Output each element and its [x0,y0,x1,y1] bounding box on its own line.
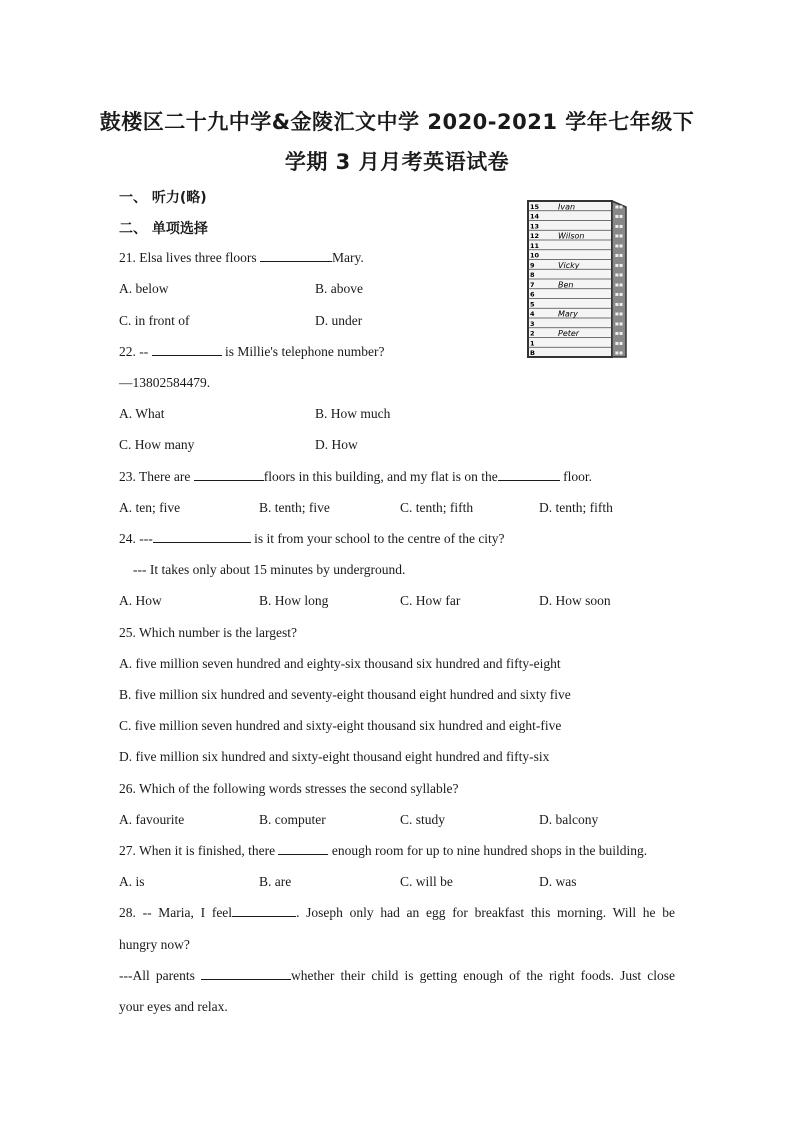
exam-title-line-1: 鼓楼区二十九中学&金陵汇文中学 2020-2021 学年七年级下 [99,110,695,134]
window-mark: ▪▪ [614,271,624,279]
q21-option-d: D. under [315,313,363,328]
resident-name-label: Ben [558,280,574,290]
floor-number-label: 14 [530,212,540,221]
q21-text-before: 21. Elsa lives three floors [119,250,260,265]
q28-reply-before: ---All parents [119,968,201,983]
window-mark: ▪▪ [614,252,624,259]
q21-option-c: C. in front of [119,313,190,328]
question-25: 25. Which number is the largest? [119,625,297,640]
q28-text-before: 28. -- Maria, I feel [119,905,233,920]
exam-title-line-2: 学期 3 月月考英语试卷 [284,150,510,174]
q23-text-after: floor. [559,469,592,484]
q24-answer: --- It takes only about 15 minutes by underground. [133,562,406,577]
q25-option-d: D. five million six hundred and sixty-eight thousand eight hundred and fifty-six [119,749,550,764]
question-26: 26. Which of the following words stresses the second syllable? [119,781,459,796]
q23-option-d: D. tenth; fifth [539,500,613,515]
window-mark: ▪▪ [614,300,624,308]
window-mark: ▪▪ [614,222,624,230]
section-multiple-choice: 二、 单项选择 [119,221,208,237]
q23-blank-2 [498,469,560,481]
floor-number-label: 9 [530,261,535,270]
q24-option-c: C. How far [400,593,461,608]
q26-option-c: C. study [400,812,446,827]
q22-text-after: is Millie's telephone number? [221,344,385,359]
floor-number-label: 8 [530,271,535,279]
q27-option-d: D. was [539,874,577,889]
floor-number-label: 3 [530,319,535,328]
window-mark: ▪▪ [614,203,624,211]
floor-number-label: 12 [530,232,540,240]
q28-text-after: . Joseph only had an egg for breakfast this morning. Will he be [296,905,676,920]
floor-number-label: 6 [530,290,535,299]
question-24 [119,531,505,547]
window-mark: ▪▪ [614,291,624,298]
q25-option-b: B. five million six hundred and seventy-eight thousand eight hundred and sixty five [119,687,571,702]
q24-option-b: B. How long [259,593,329,608]
window-mark: ▪▪ [614,349,624,357]
floor-number-label: 15 [530,202,540,211]
q22-answer: —13802584479. [119,375,211,390]
q21-blank [260,250,332,262]
q24-text-before: 24. --- [119,531,153,546]
q22-option-d: D. How [315,437,358,452]
q24-option-a: A. How [119,593,162,608]
q27-text-after: enough room for up to nine hundred shops in the building. [328,843,648,858]
q24-blank [153,531,251,543]
question-21 [119,250,364,266]
resident-name-label: Vicky [558,260,580,270]
question-23 [119,469,592,485]
resident-name-label: Wilson [558,231,585,241]
question-22 [119,344,385,360]
window-mark: ▪▪ [614,330,624,337]
q23-option-c: C. tenth; fifth [400,500,474,515]
q28-reply [119,968,675,984]
window-mark: ▪▪ [614,261,624,269]
floor-number-label: 1 [530,339,535,348]
window-mark: ▪▪ [614,242,624,250]
question-27 [119,843,647,859]
q28-blank-2 [201,968,291,980]
q26-option-a: A. favourite [119,812,185,827]
floor-number-label: 2 [530,329,535,338]
q27-blank [278,843,328,855]
q28-line-2: hungry now? [119,937,190,952]
q21-text-after: Mary. [331,250,364,265]
q25-option-c: C. five million seven hundred and sixty-eight thousand six hundred and eight-five [119,718,562,733]
floor-number-label: 13 [530,222,540,231]
q24-option-d: D. How soon [539,593,611,608]
q26-option-d: D. balcony [539,812,599,827]
q23-text-before: 23. There are [119,469,194,484]
q28-reply-after: whether their child is getting enough of the right foods. Just close [290,968,675,983]
floor-number-label: 5 [530,300,535,309]
question-28 [119,905,675,921]
floor-number-label: B [530,349,535,357]
q25-option-a: A. five million seven hundred and eighty-six thousand six hundred and fifty-eight [119,656,561,671]
section-listening: 一、 听力(略) [119,190,207,206]
q22-blank [152,344,222,356]
q28-line-4: your eyes and relax. [119,999,228,1014]
q27-option-c: C. will be [400,874,453,889]
floor-number-label: 4 [530,310,535,318]
q26-option-b: B. computer [259,812,326,827]
q22-option-a: A. What [119,406,165,421]
q22-text-before: 22. -- [119,344,152,359]
q23-option-a: A. ten; five [119,500,181,515]
window-mark: ▪▪ [614,232,624,240]
q23-option-b: B. tenth; five [259,500,330,515]
floor-number-label: 10 [530,251,540,260]
floor-number-label: 7 [530,280,535,289]
resident-name-label: Mary [558,309,578,319]
window-mark: ▪▪ [614,310,624,318]
floor-number-label: 11 [530,241,540,250]
q27-text-before: 27. When it is finished, there [119,843,279,858]
q27-option-b: B. are [259,874,292,889]
q21-option-b: B. above [315,281,363,296]
window-mark: ▪▪ [614,281,624,289]
window-mark: ▪▪ [614,339,624,347]
q22-option-b: B. How much [315,406,391,421]
resident-name-label: Peter [558,329,580,338]
q23-text-middle: floors in this building, and my flat is on the [263,469,498,484]
q28-blank-1 [232,905,296,917]
window-mark: ▪▪ [614,213,624,220]
q23-blank-1 [194,469,264,481]
window-mark: ▪▪ [614,320,624,328]
q27-option-a: A. is [119,874,145,889]
resident-name-label: Ivan [558,202,576,212]
q22-option-c: C. How many [119,437,195,452]
q24-text-after: is it from your school to the centre of the city? [250,531,505,546]
building-floor-diagram [526,199,630,359]
q21-option-a: A. below [119,281,169,296]
